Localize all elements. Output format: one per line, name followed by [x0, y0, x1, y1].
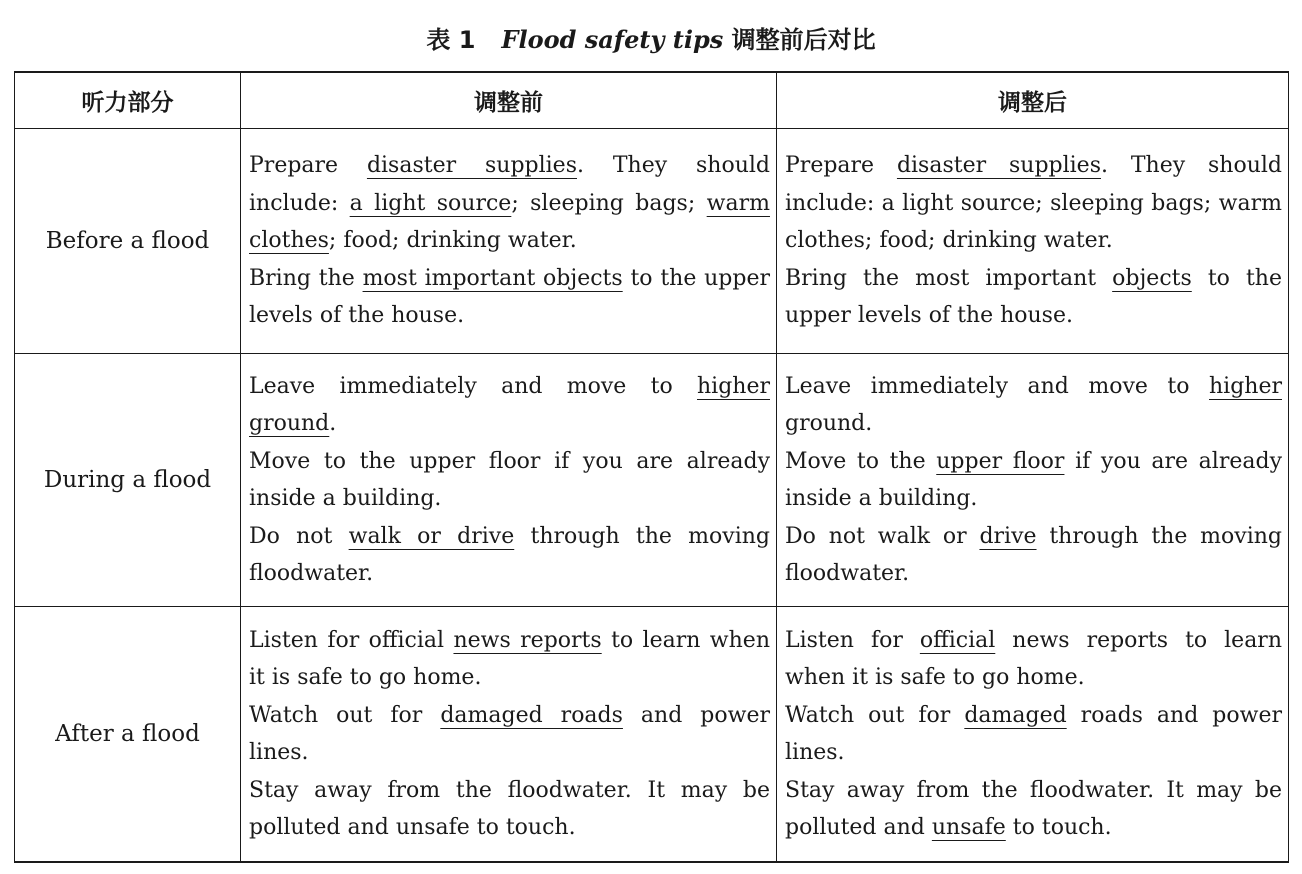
- text-run: through the moving floodwater.: [249, 523, 770, 586]
- underlined-keyword: disaster supplies: [366, 153, 577, 179]
- text-run: Bring the most important: [785, 265, 1113, 291]
- underlined-keyword: objects: [1112, 265, 1192, 291]
- caption-title-en: Flood safety tips: [501, 25, 724, 54]
- row-label: During a flood: [15, 354, 241, 607]
- row-label: Before a flood: [15, 129, 241, 354]
- text-run: Prepare: [785, 153, 897, 179]
- text-run: ground.: [785, 411, 873, 436]
- underlined-keyword: upper floor: [936, 448, 1065, 474]
- cell-before: [241, 607, 777, 863]
- text-run: Watch out for: [785, 702, 965, 728]
- text-run: to learn when it is safe to go home.: [249, 627, 770, 690]
- text-run: roads and power lines.: [785, 702, 1282, 765]
- underlined-keyword: a light source: [349, 190, 512, 216]
- underlined-keyword: most important objects: [362, 265, 623, 291]
- text-run: ; food; drinking water.: [328, 228, 577, 254]
- text-run: Leave immediately and move to: [785, 373, 1209, 399]
- row-label: After a flood: [15, 607, 241, 863]
- text-run: to the upper levels of the house.: [249, 265, 770, 329]
- underlined-keyword: higher: [1209, 373, 1282, 399]
- text-run: Watch out for: [249, 702, 441, 728]
- caption-title-zh: 调整前后对比: [731, 26, 876, 54]
- text-run: . They should include: a light source; sleeping bags; warm clothes; food; drinking water.: [785, 153, 1282, 254]
- text-run: . They should include:: [249, 153, 770, 216]
- cell-before: [241, 129, 777, 354]
- table-header-row: [15, 72, 1289, 129]
- underlined-keyword: unsafe: [931, 815, 1006, 840]
- text-run: Stay away from the floodwater. It may be polluted and: [785, 777, 1282, 840]
- underlined-keyword: news reports: [453, 627, 602, 653]
- table-caption: [0, 20, 1302, 60]
- text-run: through the moving floodwater.: [785, 523, 1282, 586]
- underlined-keyword: walk or drive: [348, 523, 515, 549]
- table-row: [15, 129, 1289, 354]
- underlined-keyword: warm clothes: [249, 190, 770, 254]
- table-row: [15, 607, 1289, 863]
- text-run: Stay away from the floodwater. It may be polluted and unsafe to touch.: [249, 777, 770, 840]
- underlined-keyword: higher ground: [249, 373, 770, 436]
- comparison-table: [14, 71, 1289, 863]
- header-before: 调整前: [241, 72, 777, 129]
- text-run: Move to the: [785, 448, 937, 474]
- text-run: to the upper levels of the house.: [785, 265, 1282, 329]
- text-run: and power lines.: [249, 702, 770, 765]
- text-run: .: [329, 411, 337, 436]
- caption-prefix: 表 1: [426, 26, 476, 54]
- underlined-keyword: official: [919, 627, 996, 653]
- cell-after: [777, 129, 1289, 354]
- text-run: Prepare: [249, 153, 367, 179]
- cell-after: [777, 354, 1289, 607]
- text-run: Listen for: [785, 627, 920, 653]
- underlined-keyword: drive: [979, 523, 1037, 549]
- text-run: Move to the upper floor if you are already inside a building.: [249, 448, 770, 511]
- text-run: to touch.: [1005, 815, 1112, 840]
- text-run: Leave immediately and move to: [249, 373, 697, 399]
- underlined-keyword: disaster supplies: [896, 153, 1101, 179]
- underlined-keyword: damaged: [964, 702, 1067, 728]
- text-run: Do not: [249, 523, 349, 549]
- cell-before: [241, 354, 777, 607]
- cell-after: [777, 607, 1289, 863]
- table-row: [15, 354, 1289, 607]
- underlined-keyword: damaged roads: [440, 702, 623, 728]
- text-run: Bring the: [249, 265, 363, 291]
- text-run: Do not walk or: [785, 523, 980, 549]
- text-run: ; sleeping bags;: [511, 190, 707, 216]
- header-after: 调整后: [777, 72, 1289, 129]
- text-run: if you are already inside a building.: [785, 448, 1282, 511]
- text-run: Listen for official: [249, 627, 454, 653]
- text-run: news reports to learn when it is safe to go home.: [785, 627, 1282, 690]
- header-section: 听力部分: [15, 72, 241, 129]
